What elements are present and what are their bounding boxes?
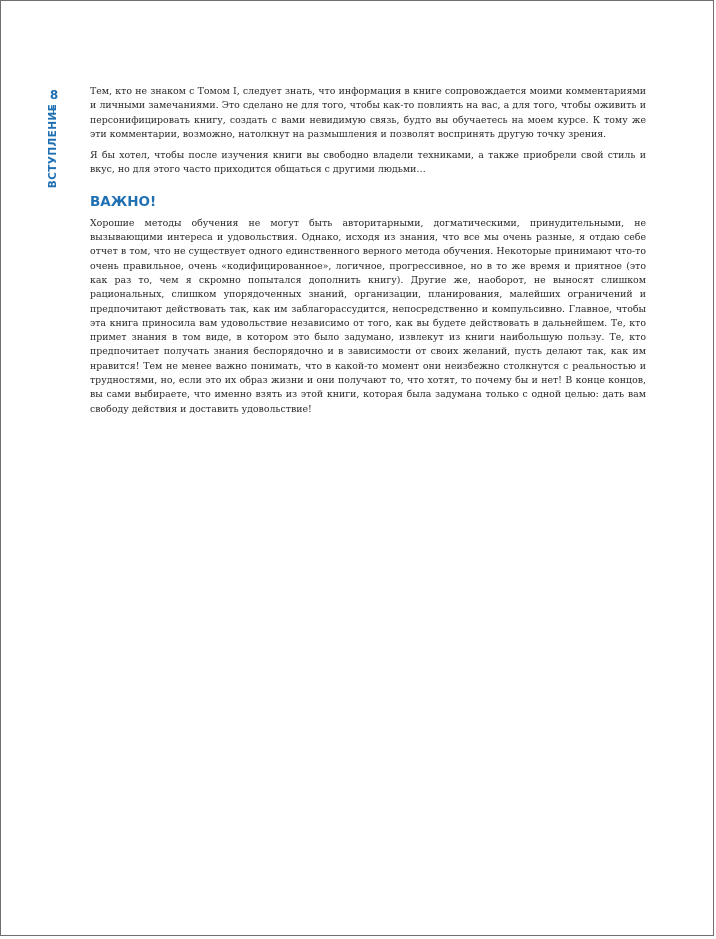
section-label: ВСТУПЛЕНИЕ	[47, 103, 59, 189]
page-content	[90, 85, 646, 424]
margin-header	[37, 85, 67, 205]
page-number: 8	[49, 88, 59, 102]
wish-paragraph: Я бы хотел, чтобы после изучения книги вы свободно владели техниками, а также приобрели свой стиль и вкус, но для этого часто приходится общаться с другими людьми…	[90, 150, 646, 176]
intro-paragraph: Тем, кто не знаком с Томом I, следует знать, что информация в книге сопровождается моими комментариями и личными замечаниями. Это сделано не для того, чтобы как-то повлиять на вас, а для того, чтобы оживить и персонифицировать книгу, создать с вами невидимую связь, будто вы обучаетесь на моем курсе. К тому же эти комментарии, возможно, натолкнут на размышления и позволят воспринять другую точку зрения.	[90, 86, 646, 140]
important-heading: ВАЖНО!	[90, 193, 157, 210]
important-paragraph: Хорошие методы обучения не могут быть авторитарными, догматическими, принудительными, не вызывающими интереса и удовольствия. Однако, исходя из знания, что все мы очень разные, я отдаю себе отчет в том, что не существует одного единственного верного метода обучения. Некоторые принимают что-то очень правильное, очень «кодифицированное», логичное, прогрессивное, но в то же время и приятное (это как раз то, чем я скромно попытался дополнить книгу). Другие же, наоборот, не выносят слишком рациональных, слишком упорядоченных знаний, организации, планирования, малейших ограничений и предпочитают действовать так, как им заблагорассудится, непосредственно и компульсивно. Главное, чтобы эта книга приносила вам удовольствие независимо от того, как вы будете действовать в дальнейшем. Те, кто примет знания в том виде, в котором это было задумано, извлекут из книги наибольшую пользу. Те, кто предпочитает получать знания беспорядочно и в зависимости от своих желаний, пусть делают так, как им нравится! Тем не менее важно понимать, что в какой-то момент они неизбежно столкнутся с реальностью и трудностями, но, если это их образ жизни и они получают то, что хотят, то почему бы и нет! В конце концов, вы сами выбираете, что именно взять из этой книги, которая была задумана только с одной целью: дать вам свободу действия и доставить удовольствие!	[90, 217, 646, 415]
